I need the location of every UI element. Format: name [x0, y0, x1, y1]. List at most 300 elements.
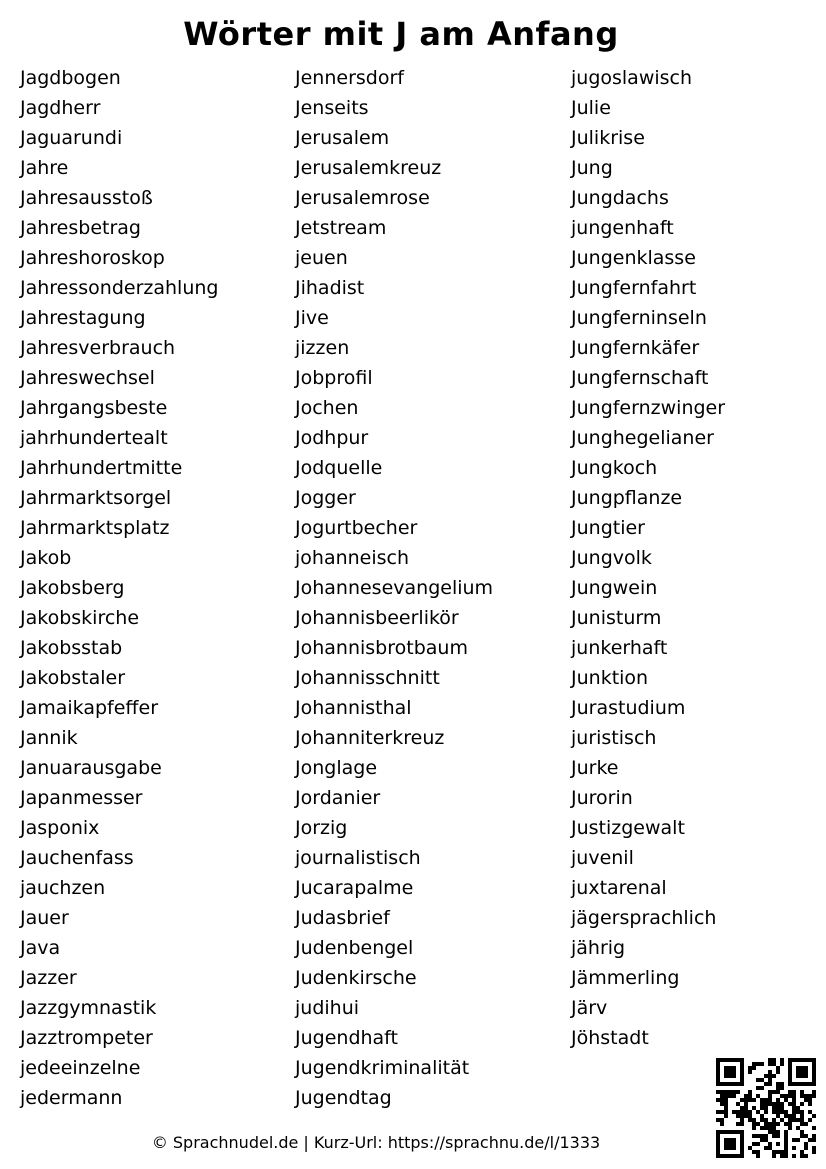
footer-credit: © Sprachnudel.de | Kurz-Url: https://sprachnu.de/l/1333 [151, 1133, 601, 1152]
qr-module [772, 1122, 776, 1126]
qr-module [724, 1074, 728, 1078]
word-list-item: jedermann [20, 1087, 123, 1109]
qr-module [752, 1062, 756, 1066]
qr-module [808, 1058, 812, 1062]
qr-module [740, 1122, 744, 1126]
qr-module [744, 1094, 748, 1098]
qr-module [724, 1106, 728, 1110]
qr-module [764, 1146, 768, 1150]
qr-module [780, 1106, 784, 1110]
qr-module [720, 1122, 724, 1126]
qr-module [752, 1126, 756, 1130]
qr-module [768, 1146, 772, 1150]
word-list-item: Jahrmarktsplatz [20, 517, 170, 539]
word-list-item: Jetstream [295, 217, 387, 239]
qr-module [756, 1150, 760, 1154]
qr-module [744, 1102, 748, 1106]
qr-module [800, 1094, 804, 1098]
qr-module [808, 1094, 812, 1098]
qr-module [788, 1102, 792, 1106]
qr-code-icon [716, 1058, 816, 1158]
qr-module [728, 1090, 732, 1094]
qr-module [720, 1082, 724, 1086]
word-list-item: Jungpflanze [571, 487, 683, 509]
qr-module [776, 1110, 780, 1114]
qr-module [800, 1134, 804, 1138]
qr-module [800, 1058, 804, 1062]
qr-module [744, 1106, 748, 1110]
qr-module [792, 1146, 796, 1150]
qr-module [752, 1118, 756, 1122]
qr-module [796, 1066, 800, 1070]
qr-module [736, 1114, 740, 1118]
qr-module [728, 1138, 732, 1142]
qr-module [792, 1082, 796, 1086]
qr-module [772, 1058, 776, 1062]
qr-module [784, 1154, 788, 1158]
qr-module [804, 1074, 808, 1078]
qr-module [776, 1122, 780, 1126]
qr-module [812, 1062, 816, 1066]
qr-module [812, 1090, 816, 1094]
qr-module [776, 1070, 780, 1074]
qr-module [780, 1154, 784, 1158]
qr-module [764, 1134, 768, 1138]
qr-module [748, 1094, 752, 1098]
qr-module [812, 1070, 816, 1074]
qr-module [808, 1098, 812, 1102]
qr-module [784, 1138, 788, 1142]
qr-module [740, 1062, 744, 1066]
word-list-item: Jakobsstab [20, 637, 123, 659]
qr-module [772, 1062, 776, 1066]
qr-module [760, 1126, 764, 1130]
qr-module [812, 1126, 816, 1130]
qr-module [780, 1110, 784, 1114]
qr-module [776, 1082, 780, 1086]
qr-module [724, 1090, 728, 1094]
qr-module [768, 1070, 772, 1074]
qr-module [776, 1134, 780, 1138]
qr-module [728, 1146, 732, 1150]
qr-module [768, 1082, 772, 1086]
qr-module [724, 1146, 728, 1150]
qr-module [748, 1098, 752, 1102]
word-list-item: Jungfernzwinger [571, 397, 726, 419]
qr-module [764, 1074, 768, 1078]
qr-module [716, 1138, 720, 1142]
qr-module [732, 1154, 736, 1158]
word-list-item: Jasponix [20, 817, 100, 839]
qr-module [716, 1078, 720, 1082]
qr-module [724, 1110, 728, 1114]
word-list-item: jauchzen [20, 877, 106, 899]
qr-module [796, 1118, 800, 1122]
qr-module [780, 1094, 784, 1098]
qr-module [720, 1118, 724, 1122]
qr-module [736, 1082, 740, 1086]
qr-module [784, 1142, 788, 1146]
qr-module [812, 1134, 816, 1138]
word-list-item: Jahrmarktsorgel [20, 487, 172, 509]
qr-module [764, 1082, 768, 1086]
qr-module [728, 1058, 732, 1062]
qr-module [752, 1066, 756, 1070]
qr-module [748, 1070, 752, 1074]
qr-module [776, 1114, 780, 1118]
word-list-item: Jonglage [295, 757, 378, 779]
qr-module [752, 1106, 756, 1110]
qr-module [732, 1070, 736, 1074]
qr-module [788, 1082, 792, 1086]
qr-module [752, 1122, 756, 1126]
word-list-item: Judasbrief [295, 907, 390, 929]
word-list-item: Jihadist [295, 277, 365, 299]
word-list-item: Jahre [20, 157, 69, 179]
word-list-item: johanneisch [295, 547, 410, 569]
qr-module [716, 1058, 720, 1062]
word-list-item: jungenhaft [571, 217, 674, 239]
qr-module [792, 1106, 796, 1110]
word-list-item: Jordanier [295, 787, 381, 809]
qr-module [800, 1122, 804, 1126]
qr-module [792, 1114, 796, 1118]
qr-module [796, 1070, 800, 1074]
qr-module [772, 1102, 776, 1106]
word-list-item: Jugendhaft [295, 1027, 398, 1049]
qr-module [724, 1154, 728, 1158]
qr-module [740, 1118, 744, 1122]
qr-module [760, 1138, 764, 1142]
qr-module [792, 1138, 796, 1142]
word-list-item: jägersprachlich [571, 907, 717, 929]
qr-module [784, 1094, 788, 1098]
word-list-item: Jogger [295, 487, 356, 509]
qr-module [792, 1090, 796, 1094]
word-list-item: Jämmerling [571, 967, 680, 989]
word-list-item: Jagdherr [20, 97, 101, 119]
qr-module [792, 1102, 796, 1106]
word-list-item: Jerusalemrose [295, 187, 430, 209]
qr-module [724, 1082, 728, 1086]
qr-module [768, 1058, 772, 1062]
qr-module [760, 1098, 764, 1102]
qr-module [784, 1098, 788, 1102]
qr-module [740, 1130, 744, 1134]
qr-module [772, 1150, 776, 1154]
qr-module [736, 1090, 740, 1094]
qr-module [740, 1114, 744, 1118]
qr-module [812, 1074, 816, 1078]
qr-module [784, 1122, 788, 1126]
qr-module [732, 1058, 736, 1062]
word-list-item: Jungfernfahrt [571, 277, 697, 299]
word-list-item: Jamaikapfeffer [20, 697, 159, 719]
word-list-item: jeuen [295, 247, 348, 269]
word-list-item: Jazztrompeter [20, 1027, 153, 1049]
qr-module [800, 1070, 804, 1074]
qr-module [736, 1110, 740, 1114]
qr-module [808, 1102, 812, 1106]
word-list-item: Jahrestagung [20, 307, 146, 329]
qr-module [776, 1102, 780, 1106]
qr-module [732, 1094, 736, 1098]
qr-module [800, 1154, 804, 1158]
qr-module [788, 1078, 792, 1082]
qr-module [764, 1110, 768, 1114]
qr-module [764, 1098, 768, 1102]
qr-module [768, 1142, 772, 1146]
word-list-item: Jauchenfass [20, 847, 134, 869]
qr-module [732, 1138, 736, 1142]
qr-module [812, 1150, 816, 1154]
qr-module [804, 1058, 808, 1062]
qr-module [804, 1094, 808, 1098]
qr-module [740, 1078, 744, 1082]
word-list-item: Jurke [571, 757, 619, 779]
qr-module [716, 1154, 720, 1158]
word-list-item: Jahresverbrauch [20, 337, 176, 359]
qr-module [808, 1110, 812, 1114]
qr-module [772, 1154, 776, 1158]
word-list-item: Jurorin [571, 787, 633, 809]
word-list-item: journalistisch [295, 847, 421, 869]
qr-module [736, 1058, 740, 1062]
qr-module [800, 1130, 804, 1134]
qr-module [728, 1094, 732, 1098]
qr-module [728, 1154, 732, 1158]
qr-module [724, 1094, 728, 1098]
qr-module [748, 1118, 752, 1122]
word-list-item: judihui [295, 997, 360, 1019]
qr-module [716, 1142, 720, 1146]
qr-module [804, 1098, 808, 1102]
qr-module [780, 1062, 784, 1066]
qr-module [736, 1122, 740, 1126]
qr-module [800, 1114, 804, 1118]
qr-module [796, 1110, 800, 1114]
qr-module [720, 1110, 724, 1114]
qr-module [804, 1122, 808, 1126]
qr-module [800, 1150, 804, 1154]
qr-module [800, 1066, 804, 1070]
qr-module [772, 1090, 776, 1094]
word-column-2 [295, 63, 493, 1113]
qr-module [788, 1118, 792, 1122]
word-list-item: Jodhpur [295, 427, 369, 449]
qr-module [756, 1134, 760, 1138]
qr-module [716, 1062, 720, 1066]
word-list-item: Jazzgymnastik [20, 997, 157, 1019]
word-list-item: jahrhundertealt [20, 427, 168, 449]
word-list-item: Johanniterkreuz [295, 727, 445, 749]
qr-module [760, 1134, 764, 1138]
word-list-item: Japanmesser [20, 787, 143, 809]
qr-module [768, 1074, 772, 1078]
qr-module [800, 1110, 804, 1114]
qr-module [768, 1122, 772, 1126]
qr-module [780, 1118, 784, 1122]
word-list-item: Johannesevangelium [295, 577, 494, 599]
qr-module [788, 1058, 792, 1062]
qr-module [756, 1062, 760, 1066]
qr-module [792, 1110, 796, 1114]
word-list-item: Julie [571, 97, 611, 119]
qr-module [812, 1146, 816, 1150]
qr-module [720, 1094, 724, 1098]
word-list-item: Jungferninseln [571, 307, 707, 329]
word-list-item: Junktion [571, 667, 649, 689]
word-list-item: jährig [571, 937, 626, 959]
qr-module [716, 1090, 720, 1094]
qr-module [784, 1130, 788, 1134]
qr-module [744, 1114, 748, 1118]
qr-module [744, 1098, 748, 1102]
qr-module [740, 1082, 744, 1086]
qr-module [760, 1106, 764, 1110]
qr-module [740, 1070, 744, 1074]
qr-module [796, 1082, 800, 1086]
qr-module [776, 1098, 780, 1102]
qr-module [760, 1118, 764, 1122]
qr-module [792, 1118, 796, 1122]
qr-module [764, 1102, 768, 1106]
qr-module [776, 1106, 780, 1110]
word-list-item: Junghegelianer [571, 427, 714, 449]
word-list-item: Jung [571, 157, 613, 179]
qr-module [808, 1118, 812, 1122]
word-list-item: Jahrgangsbeste [20, 397, 168, 419]
word-list-item: juristisch [571, 727, 657, 749]
word-list-item: Jungvolk [571, 547, 652, 569]
qr-module [724, 1058, 728, 1062]
qr-module [804, 1070, 808, 1074]
qr-module [776, 1142, 780, 1146]
qr-module [812, 1082, 816, 1086]
qr-module [724, 1114, 728, 1118]
qr-module [760, 1102, 764, 1106]
qr-module [788, 1066, 792, 1070]
qr-module [812, 1078, 816, 1082]
word-list-item: Jerusalemkreuz [295, 157, 442, 179]
word-list-item: Jaguarundi [20, 127, 123, 149]
qr-modules [716, 1058, 816, 1158]
qr-module [784, 1150, 788, 1154]
qr-module [796, 1138, 800, 1142]
word-list-item: Jogurtbecher [295, 517, 418, 539]
qr-module [768, 1094, 772, 1098]
qr-module [804, 1146, 808, 1150]
qr-module [796, 1074, 800, 1078]
qr-module [740, 1066, 744, 1070]
qr-module [764, 1138, 768, 1142]
word-list-item: Junisturm [571, 607, 662, 629]
word-list-item: Jochen [295, 397, 359, 419]
qr-module [740, 1058, 744, 1062]
qr-module [748, 1066, 752, 1070]
qr-module [804, 1066, 808, 1070]
qr-module [812, 1138, 816, 1142]
page-title: Wörter mit J am Anfang [183, 15, 619, 53]
qr-module [776, 1086, 780, 1090]
word-list-item: Jakobstaler [20, 667, 126, 689]
qr-module [804, 1142, 808, 1146]
word-list-item: Jobprofil [295, 367, 373, 389]
qr-module [748, 1146, 752, 1150]
qr-module [720, 1102, 724, 1106]
qr-module [744, 1110, 748, 1114]
qr-module [748, 1110, 752, 1114]
qr-module [768, 1078, 772, 1082]
word-list-item: Jennersdorf [295, 67, 404, 89]
qr-module [808, 1138, 812, 1142]
qr-module [792, 1094, 796, 1098]
qr-module [776, 1066, 780, 1070]
qr-module [800, 1090, 804, 1094]
qr-module [776, 1150, 780, 1154]
word-list-item: Jive [295, 307, 329, 329]
word-list-item: Julikrise [571, 127, 645, 149]
qr-module [780, 1082, 784, 1086]
word-list-item: Jakobskirche [20, 607, 140, 629]
qr-module [792, 1058, 796, 1062]
qr-module [796, 1058, 800, 1062]
word-list-item: Jucarapalme [295, 877, 414, 899]
qr-module [720, 1058, 724, 1062]
word-list-item: Jöhstadt [571, 1027, 649, 1049]
qr-module [796, 1126, 800, 1130]
qr-module [788, 1126, 792, 1130]
qr-module [740, 1150, 744, 1154]
qr-module [752, 1098, 756, 1102]
qr-module [728, 1082, 732, 1086]
qr-module [756, 1078, 760, 1082]
qr-module [720, 1098, 724, 1102]
qr-module [732, 1130, 736, 1134]
qr-module [724, 1142, 728, 1146]
qr-module [764, 1126, 768, 1130]
word-list-item: Jorzig [295, 817, 348, 839]
qr-module [752, 1150, 756, 1154]
word-list-item: jugoslawisch [571, 67, 693, 89]
qr-module [732, 1074, 736, 1078]
qr-module [780, 1150, 784, 1154]
qr-module [732, 1090, 736, 1094]
qr-module [748, 1114, 752, 1118]
qr-module [776, 1130, 780, 1134]
word-list-item: Jugendkriminalität [295, 1057, 470, 1079]
qr-module [784, 1134, 788, 1138]
qr-module [772, 1106, 776, 1110]
word-list-item: Justizgewalt [571, 817, 685, 839]
qr-module [788, 1074, 792, 1078]
qr-module [736, 1154, 740, 1158]
qr-module [772, 1134, 776, 1138]
qr-module [724, 1138, 728, 1142]
word-list-item: Jahreshoroskop [20, 247, 165, 269]
qr-module [716, 1110, 720, 1114]
qr-module [752, 1142, 756, 1146]
qr-module [716, 1074, 720, 1078]
qr-module [792, 1098, 796, 1102]
qr-module [720, 1090, 724, 1094]
qr-module [728, 1066, 732, 1070]
qr-module [740, 1098, 744, 1102]
qr-module [740, 1154, 744, 1158]
word-list-item: juvenil [571, 847, 634, 869]
qr-module [780, 1102, 784, 1106]
word-column-1 [20, 63, 218, 1113]
